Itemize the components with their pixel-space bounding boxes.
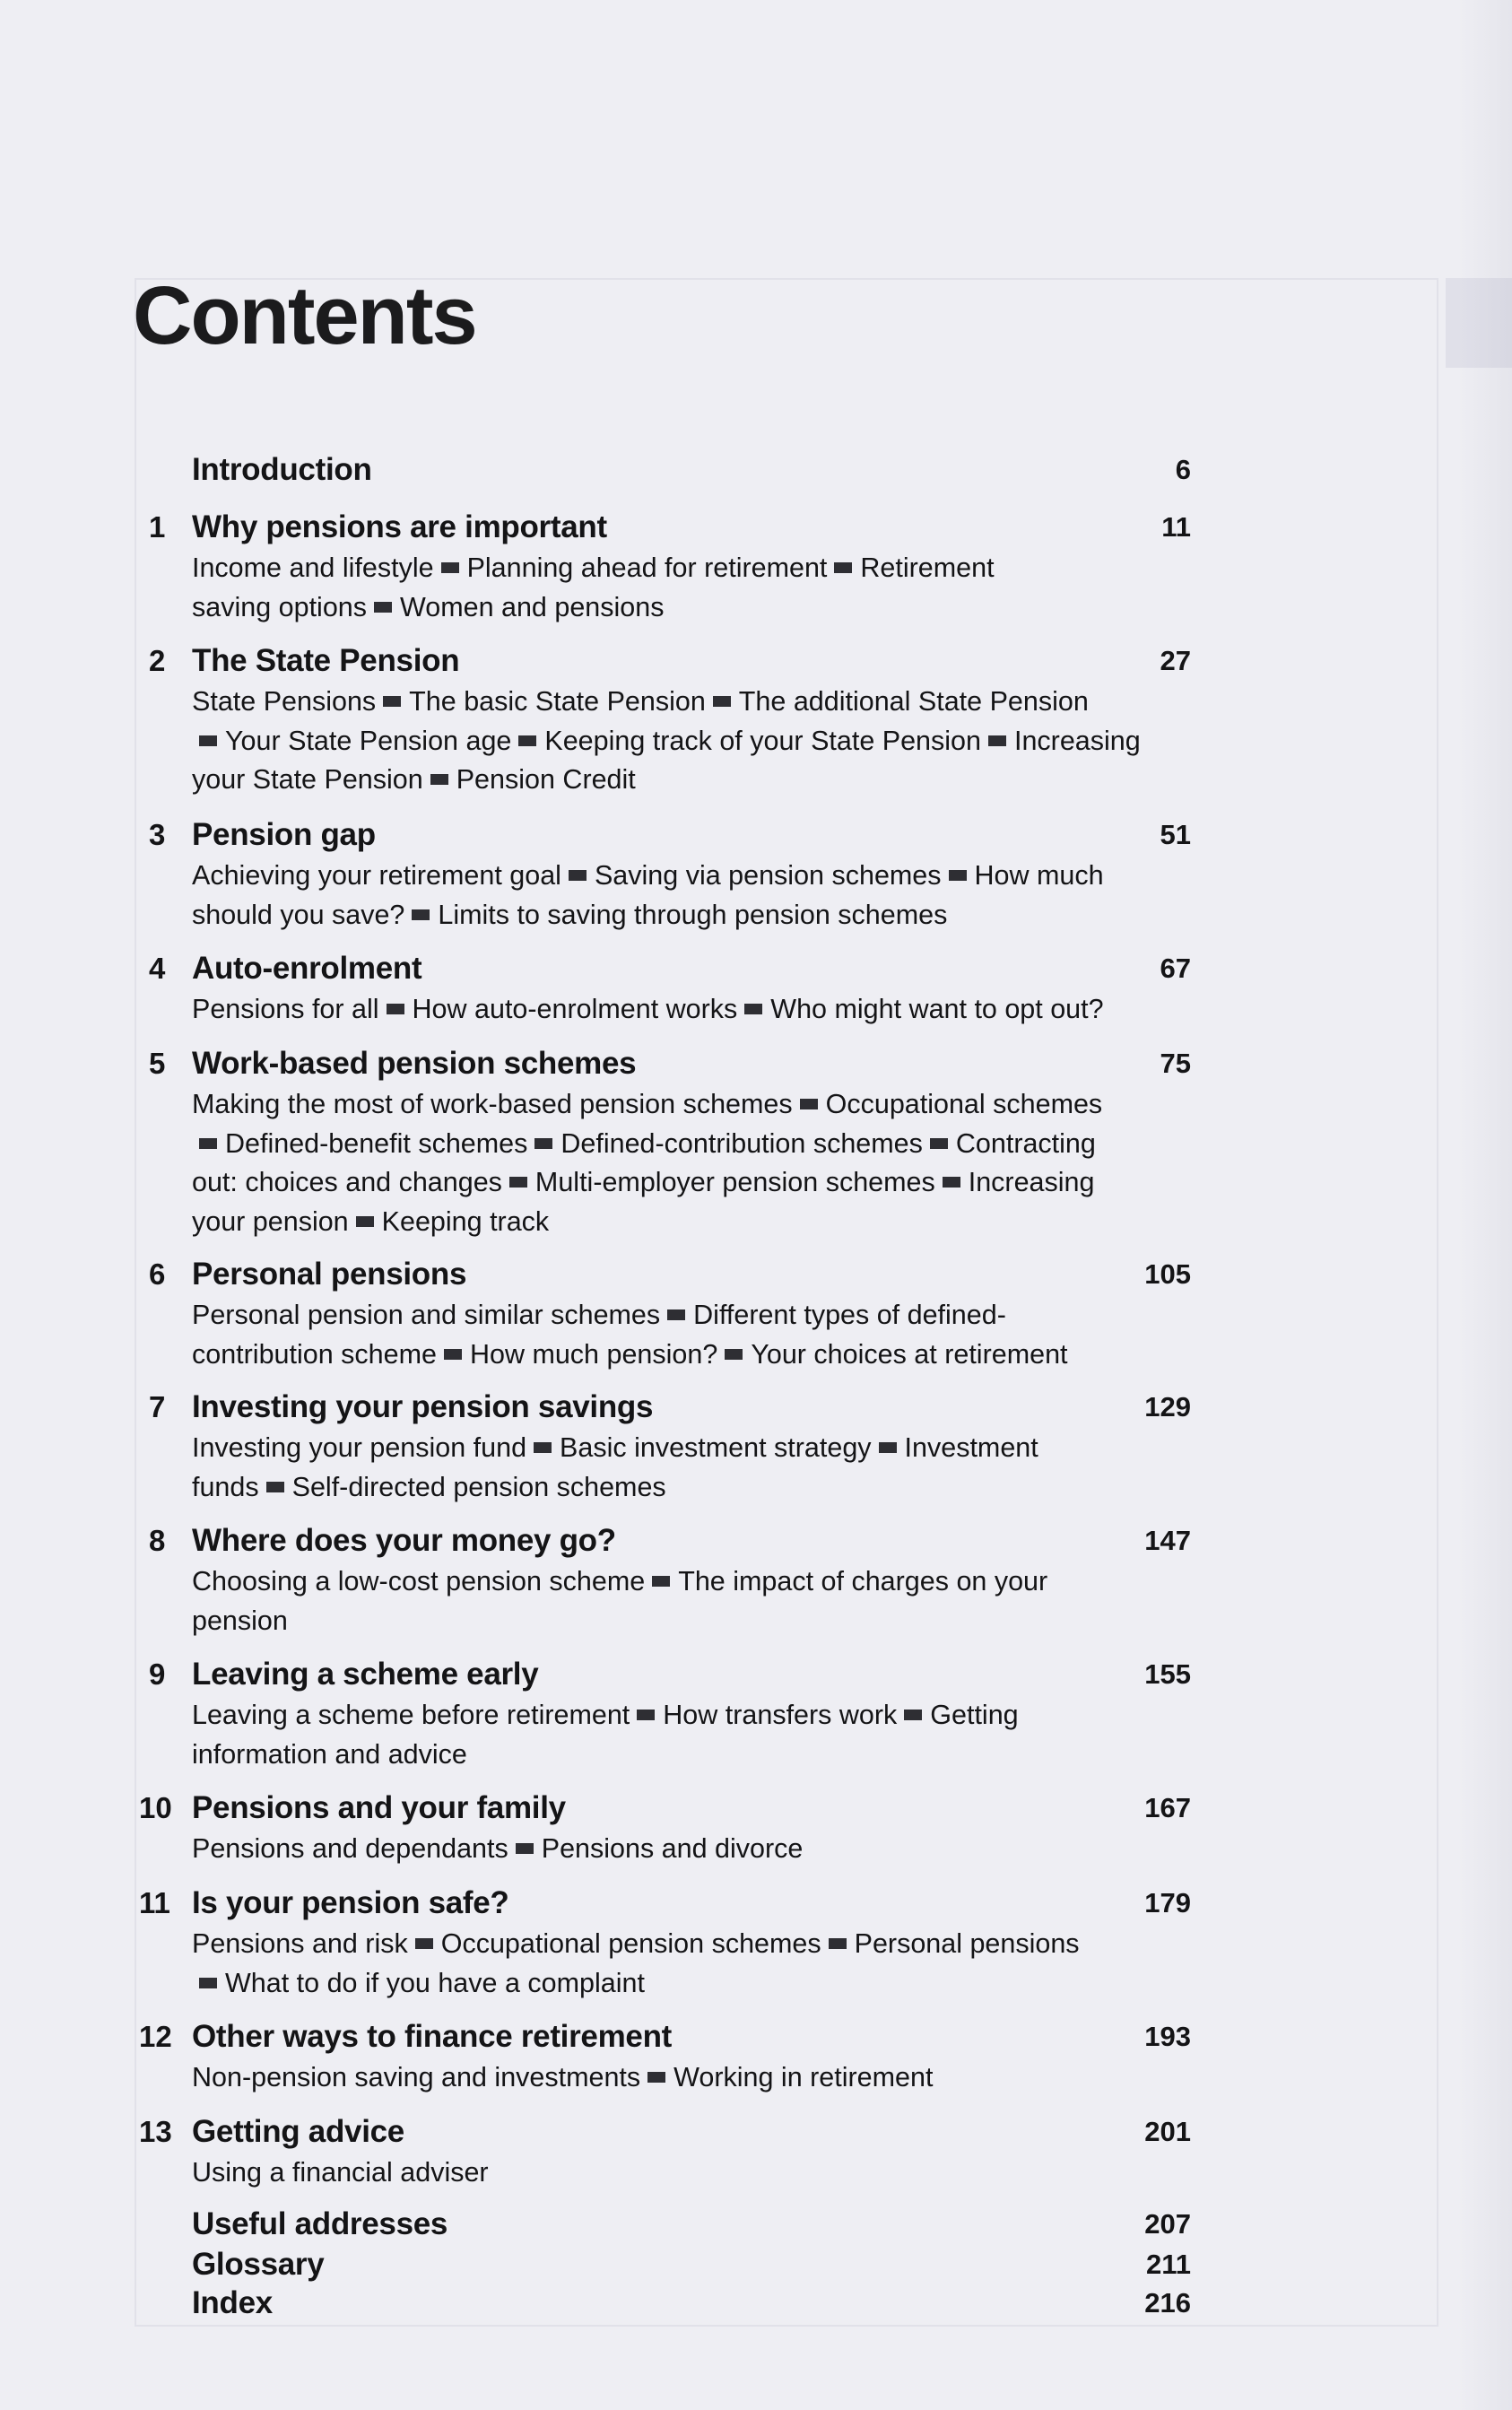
- page-number: 129: [1144, 1391, 1191, 1423]
- subtopic-list: [192, 990, 1205, 1030]
- subtopic: Pensions for all: [192, 994, 379, 1024]
- subtopic-line: [192, 1085, 1205, 1125]
- subtopic-line: [192, 722, 1205, 761]
- separator-square-icon: [943, 1177, 960, 1188]
- subtopic: The basic State Pension: [409, 686, 706, 717]
- subtopic-line: [192, 549, 1205, 588]
- subtopic: saving options: [192, 591, 367, 622]
- separator-square-icon: [266, 1482, 284, 1492]
- subtopic: Keeping track: [381, 1205, 550, 1237]
- subtopic: How much pension?: [469, 1338, 718, 1370]
- subtopic: What to do if you have a complaint: [225, 1967, 645, 1998]
- subtopic: funds: [192, 1471, 259, 1502]
- subtopic-list: [192, 1925, 1205, 2003]
- chapter-title[interactable]: Work-based pension schemes: [192, 1046, 637, 1081]
- chapter-number: 8: [149, 1524, 166, 1557]
- subtopic: Basic investment strategy: [560, 1432, 872, 1463]
- subtopic: Working in retirement: [673, 2062, 934, 2092]
- subtopic: Occupational pension schemes: [440, 1928, 821, 1959]
- page-number: 67: [1160, 953, 1191, 984]
- chapter-number: 1: [149, 510, 166, 544]
- subtopic: Limits to saving through pension schemes: [438, 899, 948, 930]
- separator-square-icon: [744, 1004, 762, 1014]
- page-number: 211: [1145, 2249, 1191, 2280]
- chapter-title[interactable]: Getting advice: [192, 2114, 404, 2149]
- chapter-title[interactable]: Where does your money go?: [192, 1523, 616, 1558]
- separator-square-icon: [199, 1138, 217, 1149]
- chapter-title[interactable]: Investing your pension savings: [192, 1389, 654, 1424]
- subtopic-line: [192, 1830, 1205, 1869]
- page-number: 193: [1144, 2021, 1191, 2052]
- separator-square-icon: [374, 602, 392, 613]
- subtopic: Keeping track of your State Pension: [544, 725, 981, 756]
- subtopic: The additional State Pension: [738, 686, 1089, 717]
- subtopic: Getting: [930, 1700, 1019, 1730]
- chapter-number: 11: [139, 1886, 170, 1919]
- subtopic-line: [192, 1602, 1205, 1641]
- subtopic: Investing your pension fund: [192, 1432, 527, 1463]
- separator-square-icon: [834, 562, 852, 573]
- subtopic: Who might want to opt out?: [770, 994, 1104, 1024]
- separator-square-icon: [199, 1978, 217, 1988]
- subtopic-list: [192, 2153, 1205, 2193]
- chapter-number: 6: [149, 1257, 166, 1291]
- chapter-number: 2: [149, 644, 166, 677]
- separator-square-icon: [829, 1938, 847, 1949]
- chapter-title[interactable]: Is your pension safe?: [192, 1885, 509, 1920]
- subtopic: Pensions and dependants: [192, 1833, 508, 1864]
- subtopic-line: [192, 2153, 1205, 2193]
- subtopic: Pension Credit: [456, 764, 636, 795]
- subtopic: Occupational schemes: [825, 1089, 1103, 1119]
- subtopic-line: [192, 1736, 1205, 1775]
- page-number: 11: [1161, 511, 1191, 543]
- subtopic-line: [192, 683, 1205, 722]
- subtopic: Personal pension and similar schemes: [192, 1300, 661, 1330]
- separator-square-icon: [356, 1216, 374, 1227]
- chapter-title[interactable]: Introduction: [192, 452, 372, 487]
- subtopic-list: [192, 2058, 1205, 2098]
- chapter-number: 13: [139, 2115, 172, 2148]
- separator-square-icon: [930, 1138, 948, 1149]
- chapter-number: 3: [149, 818, 166, 851]
- separator-square-icon: [652, 1576, 670, 1587]
- subtopic: information and advice: [192, 1738, 467, 1770]
- chapter-number: 10: [139, 1791, 172, 1824]
- subtopic: Self-directed pension schemes: [291, 1471, 666, 1502]
- subtopic-line: [192, 2058, 1205, 2098]
- subtopic: Contracting: [955, 1127, 1096, 1159]
- subtopic: Retirement: [860, 552, 995, 583]
- subtopic-line: [192, 761, 1205, 800]
- page-number: 155: [1144, 1658, 1191, 1690]
- page-number: 6: [1175, 454, 1191, 485]
- page-number: 147: [1144, 1525, 1191, 1556]
- page-number: 75: [1160, 1048, 1191, 1079]
- subtopic: Defined-contribution schemes: [560, 1127, 923, 1159]
- separator-square-icon: [725, 1349, 743, 1360]
- separator-square-icon: [879, 1442, 897, 1453]
- page-number: 105: [1144, 1258, 1191, 1290]
- subtopic: Investment: [904, 1432, 1038, 1463]
- separator-square-icon: [444, 1349, 462, 1360]
- separator-square-icon: [713, 696, 731, 707]
- subtopic: Non-pension saving and investments: [192, 2062, 641, 2092]
- subtopic-list: [192, 1296, 1205, 1374]
- chapter-number: 7: [149, 1390, 166, 1423]
- subtopic: Increasing: [1013, 725, 1141, 756]
- separator-square-icon: [667, 1309, 685, 1320]
- subtopic-list: [192, 1429, 1205, 1507]
- separator-square-icon: [949, 870, 967, 881]
- subtopic-list: [192, 683, 1205, 800]
- subtopic-list: [192, 1085, 1205, 1241]
- subtopic-list: [192, 1562, 1205, 1640]
- chapter-title[interactable]: Index: [192, 2285, 273, 2320]
- separator-square-icon: [518, 735, 536, 746]
- chapter-title[interactable]: Useful addresses: [192, 2206, 448, 2241]
- subtopic-line: [192, 1429, 1205, 1468]
- page-number: 216: [1144, 2287, 1191, 2319]
- chapter-title[interactable]: Pension gap: [192, 817, 376, 852]
- subtopic: Different types of defined-: [693, 1300, 1006, 1330]
- subtopic-list: [192, 857, 1205, 935]
- chapter-title[interactable]: Personal pensions: [192, 1257, 467, 1292]
- subtopic-line: [192, 588, 1205, 628]
- separator-square-icon: [430, 774, 448, 785]
- separator-square-icon: [569, 870, 587, 881]
- subtopic: Increasing: [968, 1167, 1095, 1197]
- subtopic: Leaving a scheme before retirement: [192, 1700, 630, 1730]
- subtopic: should you save?: [192, 899, 405, 930]
- chapter-title[interactable]: Leaving a scheme early: [192, 1657, 539, 1692]
- chapter-title[interactable]: Auto-enrolment: [192, 951, 422, 986]
- subtopic: Multi-employer pension schemes: [534, 1167, 935, 1197]
- separator-square-icon: [412, 909, 430, 920]
- subtopic: your pension: [192, 1205, 349, 1237]
- chapter-title[interactable]: Pensions and your family: [192, 1790, 566, 1825]
- separator-square-icon: [441, 562, 459, 573]
- separator-square-icon: [383, 696, 401, 707]
- chapter-title[interactable]: The State Pension: [192, 643, 460, 678]
- separator-square-icon: [387, 1004, 404, 1014]
- separator-square-icon: [534, 1442, 552, 1453]
- chapter-title[interactable]: Why pensions are important: [192, 509, 607, 544]
- subtopic-line: [192, 857, 1205, 896]
- subtopic: Women and pensions: [400, 591, 665, 622]
- subtopic-list: [192, 1696, 1205, 1774]
- separator-square-icon: [509, 1177, 527, 1188]
- subtopic-list: [192, 549, 1205, 627]
- separator-square-icon: [647, 2072, 665, 2083]
- subtopic-line: [192, 1125, 1205, 1164]
- page-number: 207: [1144, 2208, 1191, 2240]
- subtopic: Income and lifestyle: [192, 552, 434, 583]
- page-number: 201: [1144, 2116, 1191, 2147]
- subtopic: Personal pensions: [854, 1928, 1080, 1959]
- subtopic: pension: [192, 1605, 288, 1636]
- subtopic-line: [192, 1163, 1205, 1203]
- chapter-title[interactable]: Glossary: [192, 2247, 325, 2282]
- subtopic-line: [192, 1964, 1205, 2004]
- subtopic-line: [192, 990, 1205, 1030]
- separator-square-icon: [415, 1938, 433, 1949]
- subtopic-line: [192, 1336, 1205, 1375]
- subtopic: your State Pension: [192, 764, 423, 795]
- subtopic: Defined-benefit schemes: [225, 1127, 528, 1159]
- subtopic: Making the most of work-based pension schemes: [192, 1089, 793, 1119]
- page-edge-shadow: [1458, 0, 1512, 2410]
- chapter-number: 4: [149, 952, 166, 985]
- separator-square-icon: [637, 1710, 655, 1720]
- subtopic-line: [192, 896, 1205, 935]
- subtopic-line: [192, 1203, 1205, 1242]
- separator-square-icon: [534, 1138, 552, 1149]
- subtopic-line: [192, 1296, 1205, 1336]
- subtopic: Achieving your retirement goal: [192, 860, 561, 891]
- subtopic: Your State Pension age: [225, 725, 512, 756]
- subtopic: Using a financial adviser: [192, 2157, 489, 2188]
- subtopic: Pensions and divorce: [541, 1833, 804, 1864]
- subtopic: Saving via pension schemes: [594, 860, 942, 891]
- page-title: Contents: [133, 270, 476, 361]
- page-number: 167: [1144, 1792, 1191, 1823]
- subtopic: contribution scheme: [192, 1338, 437, 1370]
- separator-square-icon: [800, 1099, 818, 1109]
- subtopic-line: [192, 1696, 1205, 1736]
- page-number: 179: [1144, 1887, 1191, 1918]
- subtopic: How auto-enrolment works: [412, 994, 738, 1024]
- subtopic: State Pensions: [192, 686, 377, 717]
- chapter-number: 5: [149, 1047, 166, 1080]
- subtopic: Planning ahead for retirement: [466, 552, 828, 583]
- chapter-number: 9: [149, 1657, 166, 1691]
- chapter-number: 12: [139, 2020, 172, 2053]
- subtopic: Your choices at retirement: [751, 1338, 1068, 1370]
- subtopic: How much: [974, 860, 1104, 891]
- subtopic-line: [192, 1925, 1205, 1964]
- chapter-title[interactable]: Other ways to finance retirement: [192, 2019, 673, 2054]
- subtopic: Choosing a low-cost pension scheme: [192, 1566, 646, 1597]
- subtopic-list: [192, 1830, 1205, 1869]
- separator-square-icon: [904, 1710, 922, 1720]
- page-number: 51: [1160, 819, 1191, 850]
- separator-square-icon: [516, 1843, 534, 1854]
- subtopic: The impact of charges on your: [678, 1566, 1048, 1597]
- subtopic: How transfers work: [663, 1700, 898, 1730]
- page-number: 27: [1160, 645, 1191, 676]
- subtopic-line: [192, 1562, 1205, 1602]
- separator-square-icon: [199, 735, 217, 746]
- subtopic: out: choices and changes: [192, 1167, 502, 1197]
- subtopic: Pensions and risk: [192, 1928, 408, 1959]
- separator-square-icon: [988, 735, 1006, 746]
- subtopic-line: [192, 1468, 1205, 1508]
